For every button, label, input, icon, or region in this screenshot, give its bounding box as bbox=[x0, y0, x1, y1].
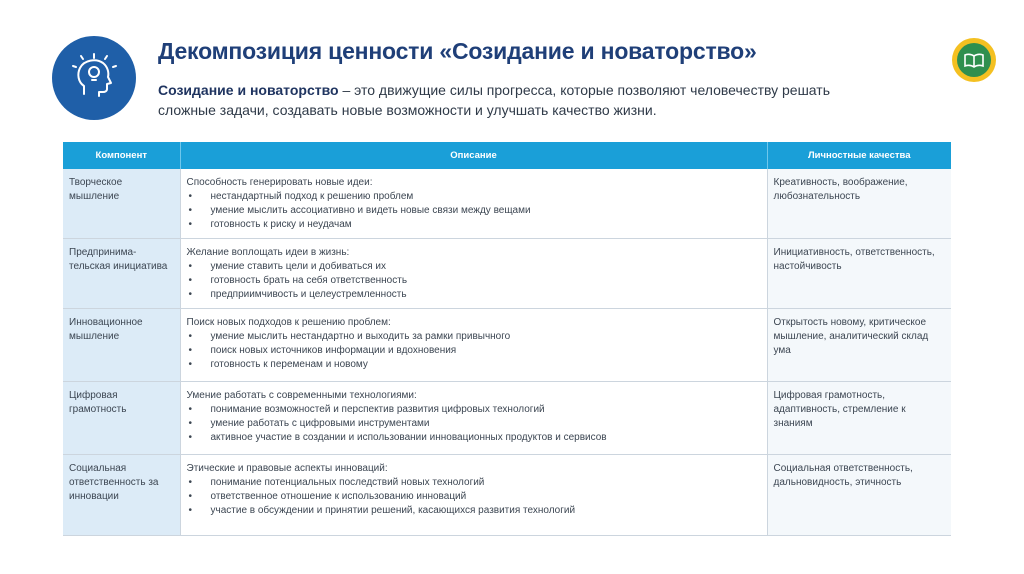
description-list bbox=[187, 403, 761, 445]
table-row bbox=[63, 455, 951, 536]
description-lead: Поиск новых подходов к решению проблем: bbox=[186, 317, 391, 328]
table-header-row bbox=[63, 142, 951, 169]
header-component: Компонент bbox=[63, 142, 180, 169]
qualities-cell: Креативность, воображение, любознательность bbox=[767, 169, 951, 239]
qualities-cell: Цифровая грамотность, адаптивность, стремление к знаниям bbox=[767, 382, 951, 455]
list-item: • понимание потенциальных последствий новых технологий bbox=[187, 476, 761, 490]
component-cell: Творческое мышление bbox=[63, 169, 180, 239]
list-item: • поиск новых источников информации и вдохновения bbox=[187, 344, 761, 358]
header-qualities: Личностные качества bbox=[767, 142, 951, 169]
table-row bbox=[63, 239, 951, 309]
list-item: • нестандартный подход к решению проблем bbox=[187, 190, 761, 204]
description-list bbox=[187, 330, 761, 372]
head-idea-icon bbox=[52, 36, 136, 120]
list-item: • умение работать с цифровыми инструментами bbox=[187, 417, 761, 431]
list-item: • понимание возможностей и перспектив развития цифровых технологий bbox=[187, 403, 761, 417]
description-cell bbox=[180, 309, 767, 382]
list-item: • участие в обсуждении и принятии решений, касающихся развития технологий bbox=[187, 504, 761, 518]
table-row bbox=[63, 169, 951, 239]
header-description: Описание bbox=[180, 142, 767, 169]
description-lead: Этические и правовые аспекты инноваций: bbox=[186, 463, 388, 474]
description-cell bbox=[180, 169, 767, 239]
description-lead: Умение работать с современными технологиями: bbox=[186, 390, 417, 401]
qualities-cell: Открытость новому, критическое мышление, аналитический склад ума bbox=[767, 309, 951, 382]
list-item: • готовность к риску и неудачам bbox=[187, 218, 761, 232]
list-item: • умение мыслить нестандартно и выходить за рамки привычного bbox=[187, 330, 761, 344]
component-cell: Предпринима-тельская инициатива bbox=[63, 239, 180, 309]
description-list bbox=[187, 190, 761, 232]
list-item: • готовность брать на себя ответственность bbox=[187, 274, 761, 288]
description-cell bbox=[180, 455, 767, 536]
list-item: • умение ставить цели и добиваться их bbox=[187, 260, 761, 274]
page-subtitle bbox=[158, 80, 838, 120]
component-cell: Инновационное мышление bbox=[63, 309, 180, 382]
description-list bbox=[187, 260, 761, 302]
table-row bbox=[63, 382, 951, 455]
subtitle-term: Созидание и новаторство bbox=[158, 82, 339, 98]
qualities-cell: Инициативность, ответственность, настойчивость bbox=[767, 239, 951, 309]
book-icon bbox=[957, 43, 991, 77]
subtitle-definition: – это движущие силы прогресса, которые позволяют человечеству решать сложные задачи, создавать новые возможности и улучшать качество жизни. bbox=[158, 82, 830, 118]
list-item: • активное участие в создании и использовании инновационных продуктов и сервисов bbox=[187, 431, 761, 445]
page-title: Декомпозиция ценности «Созидание и новаторство» bbox=[158, 38, 757, 64]
description-cell bbox=[180, 239, 767, 309]
list-item: • готовность к переменам и новому bbox=[187, 358, 761, 372]
description-lead: Желание воплощать идеи в жизнь: bbox=[186, 247, 350, 258]
list-item: • предприимчивость и целеустремленность bbox=[187, 288, 761, 302]
qualities-cell: Социальная ответственность, дальновидность, этичность bbox=[767, 455, 951, 536]
list-item: • умение мыслить ассоциативно и видеть новые связи между вещами bbox=[187, 204, 761, 218]
list-item: • ответственное отношение к использованию инноваций bbox=[187, 490, 761, 504]
description-cell bbox=[180, 382, 767, 455]
description-list bbox=[187, 476, 761, 518]
component-cell: Цифровая грамотность bbox=[63, 382, 180, 455]
component-cell: Социальная ответственность за инновации bbox=[63, 455, 180, 536]
description-lead: Способность генерировать новые идеи: bbox=[186, 177, 373, 188]
round-emblem-book-logo bbox=[952, 38, 996, 82]
table-row bbox=[63, 309, 951, 382]
values-table bbox=[63, 142, 951, 536]
